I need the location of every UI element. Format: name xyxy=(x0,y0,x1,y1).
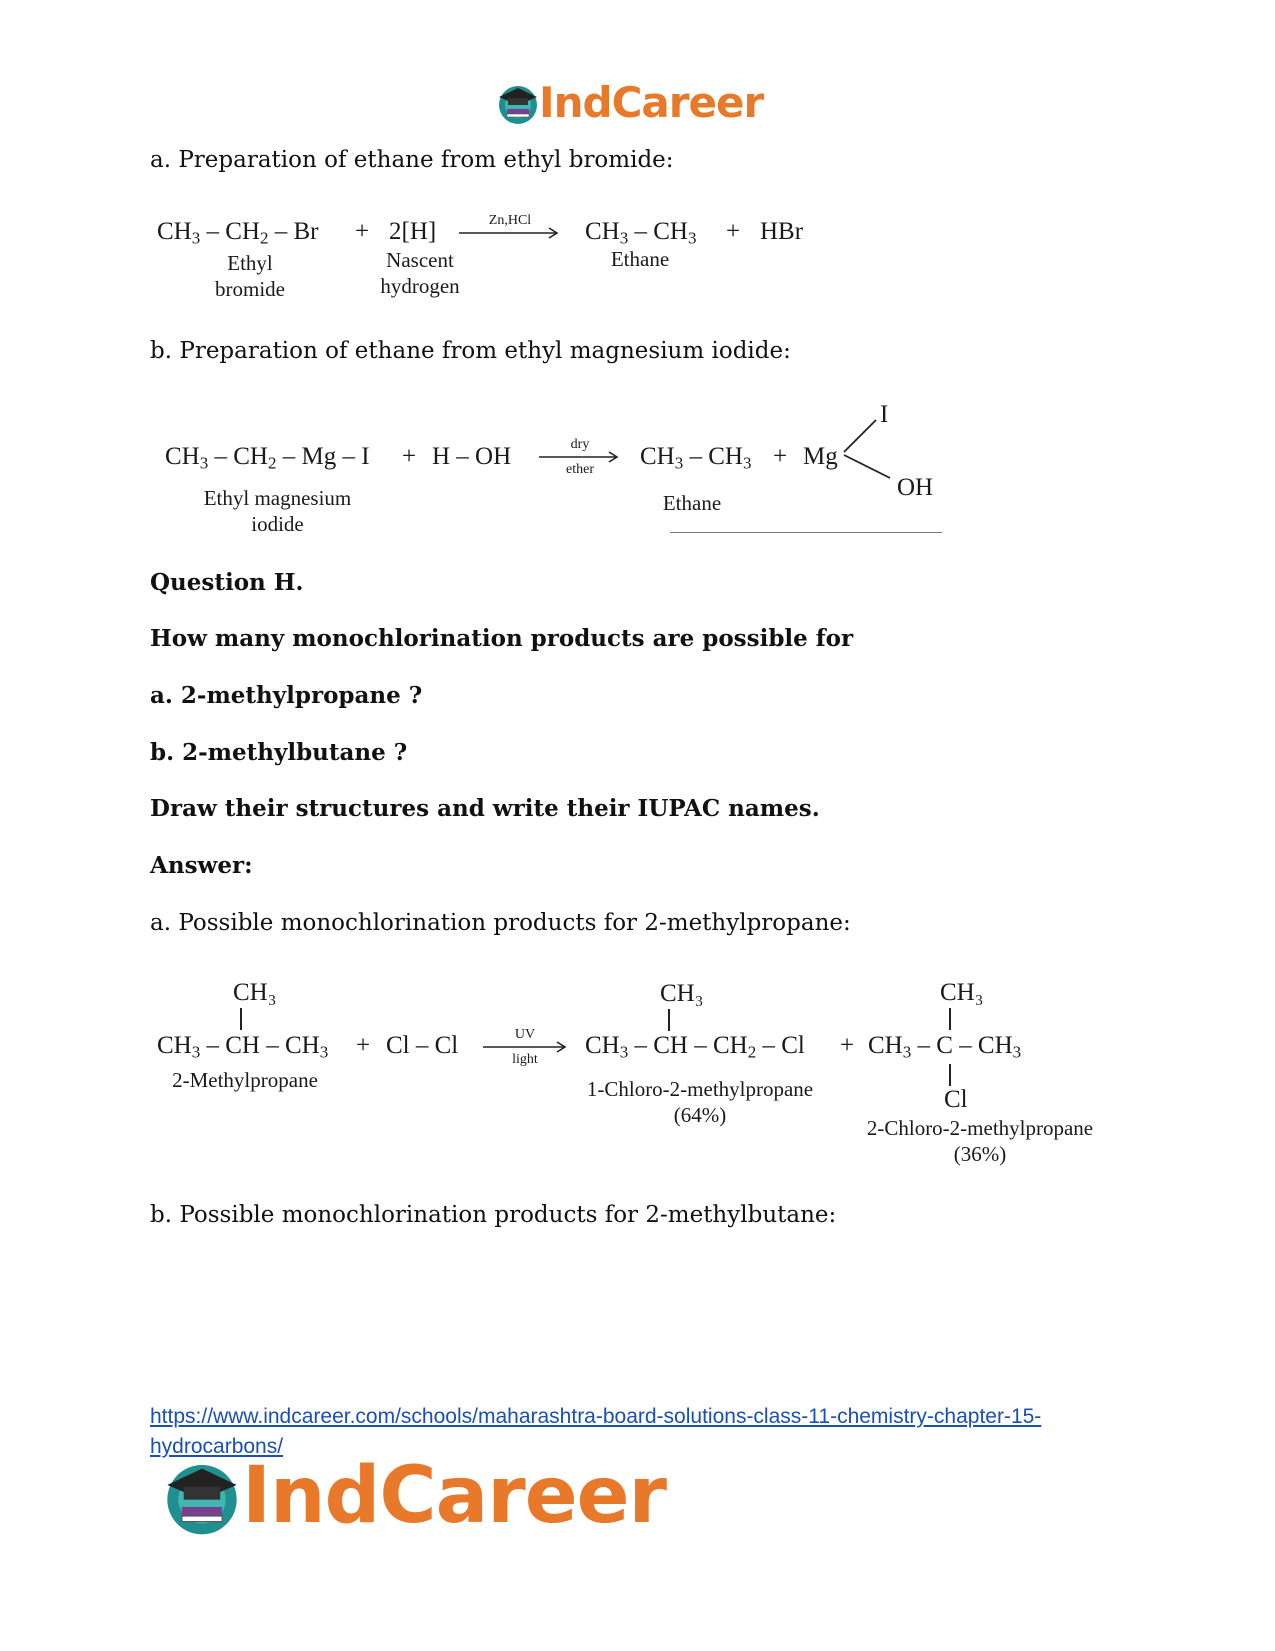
question-part-a: a. 2-methylpropane ? xyxy=(150,682,423,709)
label-line: bromide xyxy=(215,277,285,301)
bond-lines-icon xyxy=(840,410,900,480)
branch-methyl: CH₃ xyxy=(940,979,984,1006)
label-reactant xyxy=(185,485,370,537)
product-hydroxyl: OH xyxy=(897,474,934,501)
reaction-arrow-icon xyxy=(458,227,562,239)
graduation-cap-globe-icon xyxy=(160,1454,244,1538)
product-ethane: $CH_3 - CH_3$ xyxy=(585,218,697,248)
branch-bond xyxy=(949,1064,951,1086)
heading-ethyl-magnesium-iodide: b. Preparation of ethane from ethyl magnesium iodide: xyxy=(150,338,791,364)
condition-zn-hcl: Zn,HCl xyxy=(488,213,532,228)
branch-bond xyxy=(240,1008,242,1030)
label-line: Ethyl xyxy=(227,251,273,275)
product-hbr: HBr xyxy=(760,218,804,245)
plus-sign: + xyxy=(402,443,417,470)
product-ethane: $CH_3 - CH_3$ xyxy=(640,443,752,473)
condition-ether: ether xyxy=(566,462,594,477)
label-product-1 xyxy=(570,1076,830,1128)
question-part-b: b. 2-methylbutane ? xyxy=(150,739,408,766)
label-reactant xyxy=(190,250,310,302)
product-2-chloro-2-methylpropane: $CH_3$ – C – $CH_3$ xyxy=(868,1032,1022,1062)
reactant-ethyl-bromide: $CH_3 - CH_2$ – Br xyxy=(157,218,319,248)
label-line: hydrogen xyxy=(380,274,460,298)
reactant-2-methylpropane: $CH_3$ – CH – $CH_3$ xyxy=(157,1032,329,1062)
yield-label: (36%) xyxy=(953,1142,1007,1166)
plus-sign: + xyxy=(726,218,741,245)
yield-label: (64%) xyxy=(673,1103,727,1127)
source-url-link[interactable]: https://www.indcareer.com/schools/maharashtra-board-solutions-class-11-chemistry-chapter-15-hydrocarbons/ xyxy=(150,1405,1042,1458)
answer-part-b: b. Possible monochlorination products for 2-methylbutane: xyxy=(150,1202,837,1228)
label-line: Ethyl magnesium xyxy=(203,486,352,510)
condition-light: light xyxy=(512,1052,538,1067)
plus-sign: + xyxy=(355,218,370,245)
label-reactant: 2-Methylpropane xyxy=(172,1068,318,1092)
question-instruction: Draw their structures and write their IUPAC names. xyxy=(150,795,820,822)
branch-bond xyxy=(949,1008,951,1030)
answer-part-a: a. Possible monochlorination products for 2-methylpropane: xyxy=(150,910,851,936)
branch-bond xyxy=(668,1009,670,1031)
product-iodine: I xyxy=(880,401,889,428)
label-product: Ethane xyxy=(610,247,670,271)
label-line: Nascent xyxy=(386,248,454,272)
condition-dry: dry xyxy=(570,437,590,452)
reagent-chlorine: Cl – Cl xyxy=(386,1032,459,1059)
product-chlorine-substituent: Cl xyxy=(944,1086,968,1113)
plus-sign: + xyxy=(773,443,788,470)
product-1-chloro-2-methylpropane: $CH_3$ – CH – $CH_2$ – Cl xyxy=(585,1032,805,1062)
branch-methyl: CH₃ xyxy=(660,980,704,1007)
reagent-nascent-hydrogen: 2[H] xyxy=(389,218,437,245)
label-line: 2-Chloro-2-methylpropane xyxy=(866,1116,1094,1140)
answer-label: Answer: xyxy=(150,852,253,879)
plus-sign: + xyxy=(356,1032,371,1059)
branch-methyl: CH₃ xyxy=(233,979,277,1006)
label-product: Ethane xyxy=(662,491,722,515)
label-line: 1-Chloro-2-methylpropane xyxy=(586,1077,814,1101)
label-product-2 xyxy=(850,1115,1110,1167)
label-line: iodide xyxy=(251,512,304,536)
footer-logo-text: IndCareer xyxy=(242,1451,666,1541)
plus-sign: + xyxy=(840,1032,855,1059)
condition-uv: UV xyxy=(514,1027,536,1042)
header-logo-text: IndCareer xyxy=(539,78,764,127)
graduation-cap-globe-icon xyxy=(495,80,541,126)
reactant-ethyl-magnesium-iodide: $CH_3 - CH_2$ – Mg – I xyxy=(165,443,370,473)
product-magnesium: Mg xyxy=(803,443,838,470)
label-reagent xyxy=(360,247,480,299)
question-line: How many monochlorination products are possible for xyxy=(150,625,854,652)
heading-ethyl-bromide: a. Preparation of ethane from ethyl bromide: xyxy=(150,147,674,173)
underline-divider xyxy=(670,532,942,533)
reagent-water: H – OH xyxy=(432,443,512,470)
question-title: Question H. xyxy=(150,569,304,596)
